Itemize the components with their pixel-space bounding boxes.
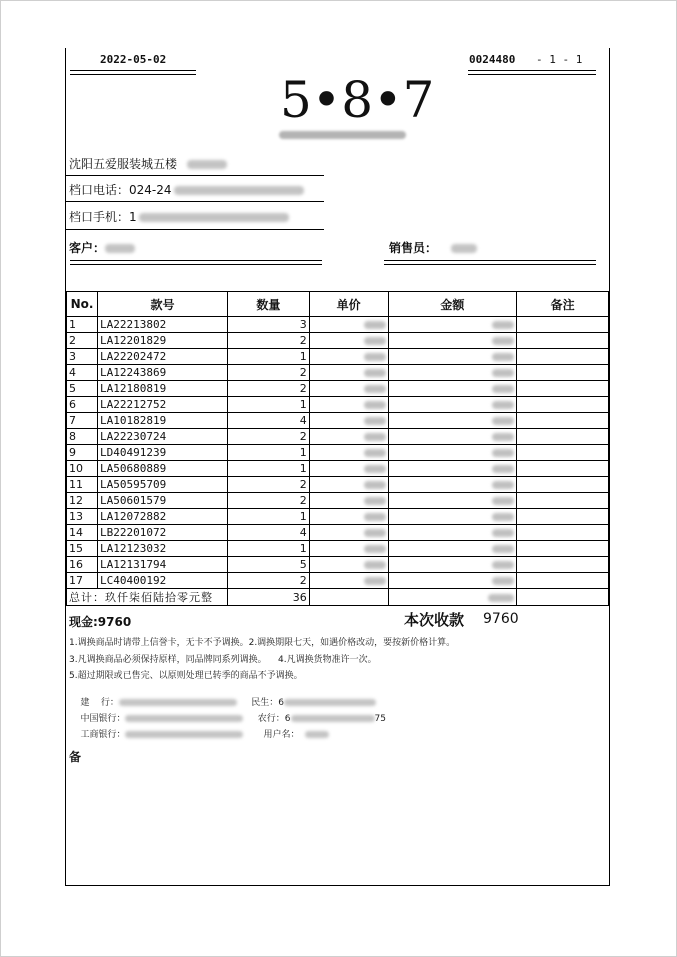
table-row <box>67 493 609 509</box>
redacted-value <box>492 401 514 409</box>
redacted-value <box>364 449 386 457</box>
bank-abc-label: 农行： <box>257 714 285 724</box>
row-qty: 5 <box>227 557 309 573</box>
redacted-value <box>364 481 386 489</box>
row-note <box>517 573 609 589</box>
redacted-value <box>364 369 386 377</box>
bank-abc-value: 6 <box>284 714 291 724</box>
redacted-value <box>492 497 514 505</box>
table-row <box>67 365 609 381</box>
divider <box>66 175 324 176</box>
row-code: LA12243869 <box>97 365 227 381</box>
redacted-value <box>492 465 514 473</box>
row-no: 17 <box>67 573 98 589</box>
shop-mobile <box>69 208 289 225</box>
row-qty: 4 <box>227 525 309 541</box>
total-amount-cell <box>388 589 517 606</box>
row-no: 11 <box>67 477 98 493</box>
redacted-value <box>488 594 514 602</box>
row-note <box>517 445 609 461</box>
redacted-value <box>492 321 514 329</box>
table-row <box>67 333 609 349</box>
row-no: 12 <box>67 493 98 509</box>
redacted-value <box>492 353 514 361</box>
row-code: LA50601579 <box>97 493 227 509</box>
row-note <box>517 493 609 509</box>
redacted-value <box>364 561 386 569</box>
row-note <box>517 397 609 413</box>
bank-boc-label: 中国银行： <box>80 714 126 724</box>
row-note <box>517 381 609 397</box>
row-amount <box>388 381 517 397</box>
redacted-value <box>492 561 514 569</box>
row-price <box>309 573 388 589</box>
total-price-cell <box>309 589 388 606</box>
table-row <box>67 557 609 573</box>
row-code: LA22230724 <box>97 429 227 445</box>
row-amount <box>388 429 517 445</box>
row-no: 16 <box>67 557 98 573</box>
row-note <box>517 477 609 493</box>
row-no: 2 <box>67 333 98 349</box>
redacted-value <box>364 385 386 393</box>
row-price <box>309 461 388 477</box>
table-row <box>67 317 609 333</box>
page-indicator: - 1 - 1 <box>536 53 583 66</box>
row-qty: 4 <box>227 413 309 429</box>
redacted-value <box>364 433 386 441</box>
table-row <box>67 413 609 429</box>
row-code: LC40400192 <box>97 573 227 589</box>
row-amount <box>388 445 517 461</box>
col-header-note: 备注 <box>517 292 609 317</box>
divider <box>66 201 324 202</box>
divider-double <box>384 260 596 265</box>
redacted-value <box>364 497 386 505</box>
row-qty: 2 <box>227 365 309 381</box>
row-qty: 2 <box>227 333 309 349</box>
bank-abc-suffix: 75 <box>374 714 386 724</box>
bank-minsheng-value: 6 <box>278 698 284 708</box>
row-qty: 1 <box>227 461 309 477</box>
row-no: 1 <box>67 317 98 333</box>
row-qty: 2 <box>227 381 309 397</box>
total-note-cell <box>517 589 609 606</box>
table-row <box>67 573 609 589</box>
redacted-value <box>492 369 514 377</box>
redacted-block <box>187 160 227 169</box>
redacted-value <box>492 449 514 457</box>
row-price <box>309 445 388 461</box>
redacted-value <box>492 481 514 489</box>
divider <box>66 229 324 230</box>
row-code: LA12180819 <box>97 381 227 397</box>
row-no: 5 <box>67 381 98 397</box>
table-row <box>67 349 609 365</box>
row-qty: 2 <box>227 573 309 589</box>
row-qty: 3 <box>227 317 309 333</box>
row-price <box>309 525 388 541</box>
row-amount <box>388 365 517 381</box>
table-row <box>67 461 609 477</box>
row-note <box>517 461 609 477</box>
redacted-value <box>364 353 386 361</box>
table-row <box>67 381 609 397</box>
divider-double <box>70 260 322 265</box>
row-code: LA12201829 <box>97 333 227 349</box>
row-code: LA50680889 <box>97 461 227 477</box>
redacted-block <box>105 244 135 253</box>
row-note <box>517 413 609 429</box>
row-no: 8 <box>67 429 98 445</box>
row-amount <box>388 461 517 477</box>
row-code: LA12131794 <box>97 557 227 573</box>
redacted-value <box>364 529 386 537</box>
row-note <box>517 541 609 557</box>
row-code: LA12123032 <box>97 541 227 557</box>
row-amount <box>388 493 517 509</box>
row-code: LA22212752 <box>97 397 227 413</box>
row-amount <box>388 413 517 429</box>
bank-icbc-label: 工商银行： <box>80 730 126 740</box>
cash-amount: 现金:9760 <box>69 615 132 629</box>
term-line-1: 1.调换商品时请带上信誉卡，无卡不予调换。2.调换期限七天，如遇价格改动，要按新价格计算。 <box>69 638 456 648</box>
term-line-3: 5.超过期限或已售完、以原则处理已转季的商品不予调换。 <box>69 671 303 681</box>
redacted-value <box>364 465 386 473</box>
shop-address-text: 沈阳五爱服装城五楼 <box>69 157 178 171</box>
redacted-value <box>492 545 514 553</box>
row-no: 6 <box>67 397 98 413</box>
row-code: LA22213802 <box>97 317 227 333</box>
col-header-no: No. <box>67 292 98 317</box>
row-code: LB22201072 <box>97 525 227 541</box>
phone-label: 档口电话： <box>69 183 130 197</box>
redacted-value <box>364 337 386 345</box>
redacted-value <box>364 577 386 585</box>
received-label: 本次收款 <box>404 611 465 629</box>
customer-field <box>69 239 135 256</box>
shop-address <box>69 155 227 172</box>
redacted-block <box>139 213 289 222</box>
receipt-number: 0024480 <box>469 53 516 66</box>
salesperson-field <box>389 239 477 256</box>
redacted-block <box>451 244 477 253</box>
redacted-value <box>492 417 514 425</box>
bank-minsheng-label: 民生： <box>251 698 279 708</box>
total-qty: 36 <box>227 589 309 606</box>
row-no: 13 <box>67 509 98 525</box>
header-rule-left <box>70 70 196 75</box>
receipt <box>65 48 610 886</box>
redacted-value <box>364 513 386 521</box>
redacted-value <box>364 545 386 553</box>
col-header-amount: 金额 <box>388 292 517 317</box>
redacted-value <box>364 321 386 329</box>
table-row <box>67 541 609 557</box>
total-row <box>67 589 609 606</box>
redacted-block <box>174 186 304 195</box>
bank-ccb-label: 建 行： <box>80 698 119 708</box>
redacted-block <box>305 731 329 738</box>
row-qty: 1 <box>227 541 309 557</box>
logo-subtitle-redacted <box>279 131 406 139</box>
row-price <box>309 397 388 413</box>
row-price <box>309 557 388 573</box>
row-no: 14 <box>67 525 98 541</box>
redacted-value <box>492 433 514 441</box>
row-amount <box>388 557 517 573</box>
table-row <box>67 509 609 525</box>
row-price <box>309 509 388 525</box>
customer-label: 客户： <box>69 241 106 255</box>
row-price <box>309 317 388 333</box>
row-amount <box>388 477 517 493</box>
row-no: 10 <box>67 461 98 477</box>
redacted-value <box>492 337 514 345</box>
row-qty: 1 <box>227 509 309 525</box>
table-row <box>67 397 609 413</box>
row-note <box>517 365 609 381</box>
row-price <box>309 493 388 509</box>
row-note <box>517 525 609 541</box>
row-price <box>309 541 388 557</box>
row-note <box>517 333 609 349</box>
row-code: LD40491239 <box>97 445 227 461</box>
row-amount <box>388 349 517 365</box>
row-price <box>309 365 388 381</box>
row-no: 15 <box>67 541 98 557</box>
row-amount <box>388 573 517 589</box>
table-row <box>67 429 609 445</box>
header-rule-right <box>468 70 596 75</box>
row-no: 9 <box>67 445 98 461</box>
row-no: 4 <box>67 365 98 381</box>
shop-phone <box>69 181 304 198</box>
col-header-qty: 数量 <box>227 292 309 317</box>
row-qty: 1 <box>227 397 309 413</box>
row-amount <box>388 333 517 349</box>
row-note <box>517 349 609 365</box>
row-amount <box>388 541 517 557</box>
table-row <box>67 445 609 461</box>
items-table <box>66 291 609 606</box>
remark-label: 备 <box>69 750 82 764</box>
table-row <box>67 477 609 493</box>
row-amount <box>388 509 517 525</box>
redacted-value <box>492 529 514 537</box>
row-note <box>517 317 609 333</box>
bank-line-icbc <box>69 717 329 750</box>
row-note <box>517 509 609 525</box>
redacted-value <box>492 577 514 585</box>
row-amount <box>388 525 517 541</box>
total-label: 总计：玖仟柒佰陆拾零元整 <box>67 589 228 606</box>
row-price <box>309 413 388 429</box>
row-note <box>517 557 609 573</box>
row-code: LA12072882 <box>97 509 227 525</box>
redacted-block <box>125 731 243 738</box>
redacted-value <box>364 417 386 425</box>
account-name-label: 用户名： <box>263 730 300 740</box>
mobile-value: 1 <box>129 210 137 224</box>
row-qty: 2 <box>227 493 309 509</box>
row-price <box>309 333 388 349</box>
row-qty: 1 <box>227 349 309 365</box>
brand-logo: 5•8•7 <box>280 71 435 129</box>
row-qty: 2 <box>227 477 309 493</box>
col-header-price: 单价 <box>309 292 388 317</box>
row-price <box>309 477 388 493</box>
row-amount <box>388 317 517 333</box>
row-price <box>309 381 388 397</box>
row-code: LA10182819 <box>97 413 227 429</box>
redacted-value <box>492 385 514 393</box>
col-header-code: 款号 <box>97 292 227 317</box>
row-price <box>309 429 388 445</box>
row-no: 3 <box>67 349 98 365</box>
table-row <box>67 525 609 541</box>
redacted-value <box>364 401 386 409</box>
phone-value: 024-24 <box>129 183 172 197</box>
salesperson-label: 销售员： <box>389 241 438 255</box>
row-price <box>309 349 388 365</box>
row-no: 7 <box>67 413 98 429</box>
mobile-label: 档口手机： <box>69 210 130 224</box>
table-header-row <box>67 292 609 317</box>
received-value: 9760 <box>483 611 519 627</box>
row-note <box>517 429 609 445</box>
term-line-2: 3.凡调换商品必须保持原样，同品牌同系列调换。 4.凡调换货物准许一次。 <box>69 655 377 665</box>
row-code: LA22202472 <box>97 349 227 365</box>
row-code: LA50595709 <box>97 477 227 493</box>
receipt-date: 2022-05-02 <box>100 53 167 66</box>
redacted-value <box>492 513 514 521</box>
row-amount <box>388 397 517 413</box>
row-qty: 2 <box>227 429 309 445</box>
row-qty: 1 <box>227 445 309 461</box>
